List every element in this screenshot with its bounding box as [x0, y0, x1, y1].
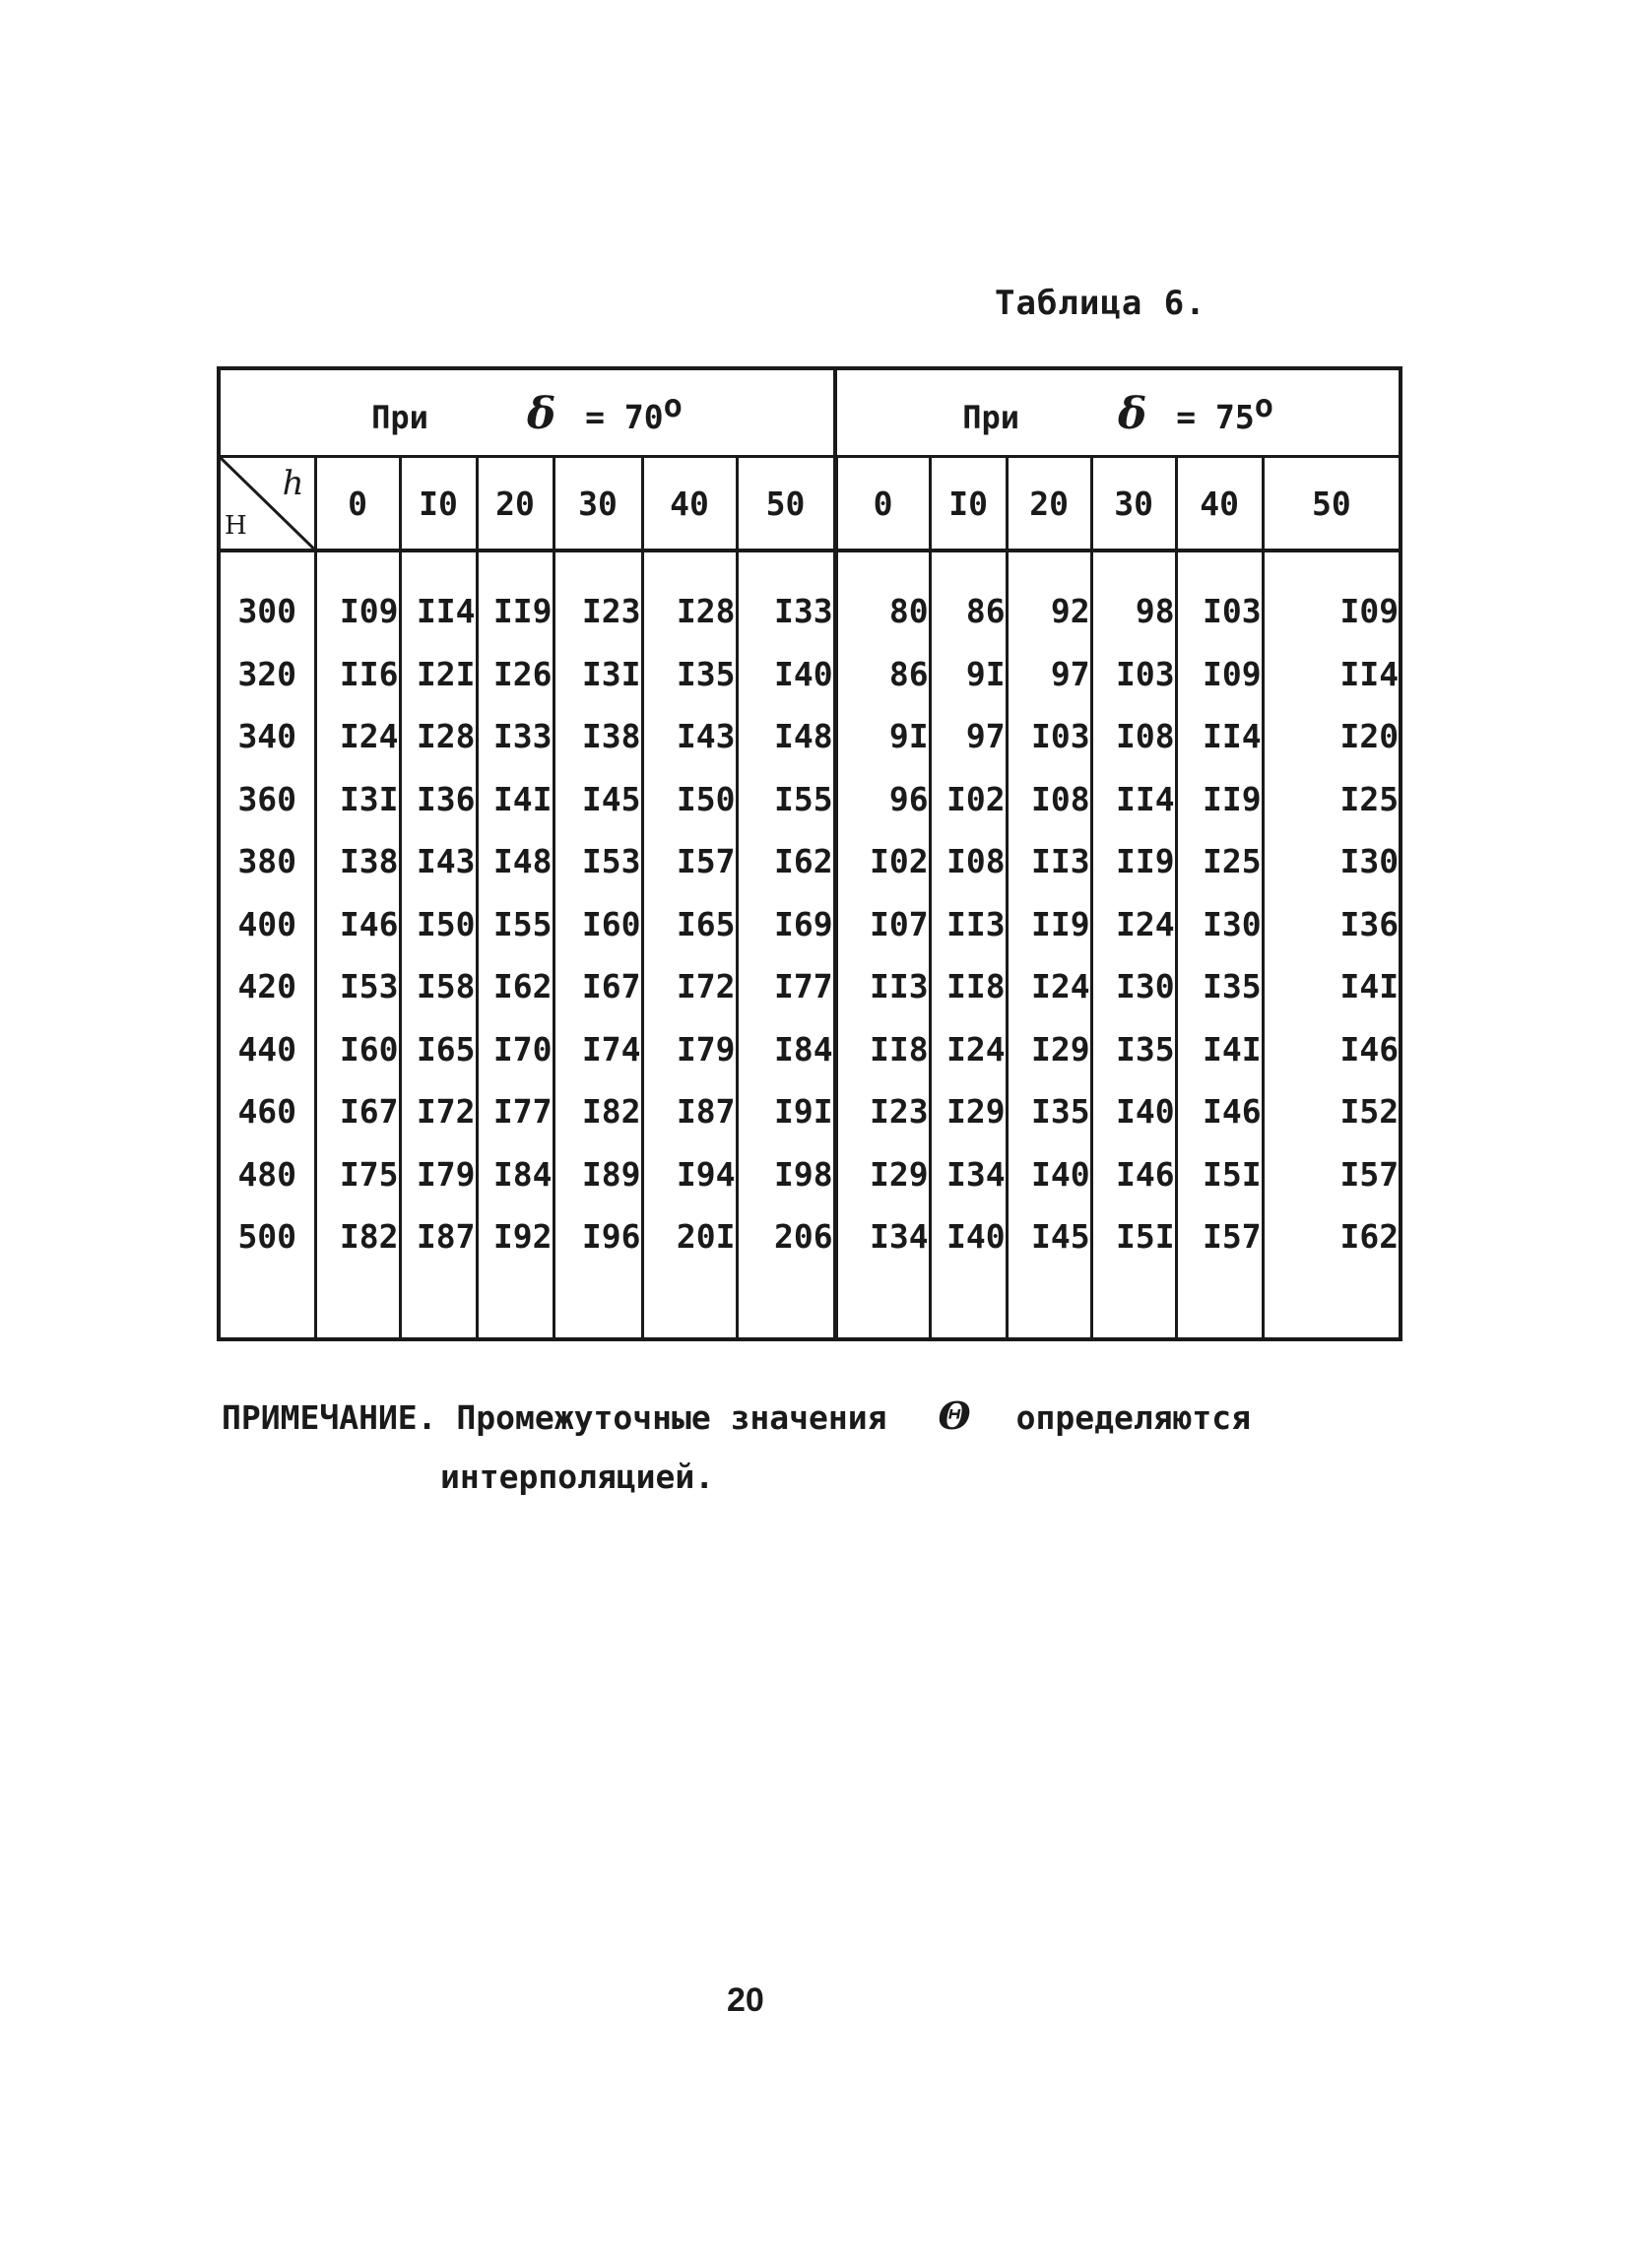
degree-mark: о: [1254, 386, 1273, 424]
table-row: [219, 705, 1401, 768]
table-cell: I24: [1007, 955, 1091, 1018]
table-row: [219, 1080, 1401, 1143]
empty-cell: [400, 1268, 477, 1339]
table-cell: I67: [554, 955, 642, 1018]
page-number: 20: [727, 1981, 764, 2019]
table-cell: II4: [400, 551, 477, 643]
empty-cell: [930, 1268, 1007, 1339]
column-header-row: [219, 457, 1401, 551]
table-cell: I72: [400, 1080, 477, 1143]
table-cell: I35: [1007, 1080, 1091, 1143]
row-header-H: 480: [219, 1143, 315, 1206]
table-cell: I25: [1263, 768, 1401, 831]
table-cell: 97: [1007, 643, 1091, 706]
table-cell: I57: [642, 830, 737, 893]
table-cell: I65: [642, 893, 737, 956]
table-cell: I96: [554, 1205, 642, 1268]
group-prefix: При: [962, 398, 1019, 436]
row-header-H: 420: [219, 955, 315, 1018]
note-label: ПРИМЕЧАНИЕ.: [222, 1398, 437, 1437]
table-cell: I82: [315, 1205, 400, 1268]
table-cell: I57: [1176, 1205, 1263, 1268]
table-cell: I09: [1176, 643, 1263, 706]
table-cell: I34: [835, 1205, 930, 1268]
table-row: [219, 955, 1401, 1018]
data-table: [217, 366, 1402, 1341]
table-cell: I69: [737, 893, 835, 956]
delta-value: 70: [623, 397, 664, 436]
table-row: [219, 768, 1401, 831]
table-cell: 98: [1091, 551, 1176, 643]
table-row: [219, 893, 1401, 956]
table-cell: I29: [1007, 1018, 1091, 1081]
row-header-H: 360: [219, 768, 315, 831]
table-cell: I35: [1091, 1018, 1176, 1081]
empty-cell: [1007, 1268, 1091, 1339]
table-row: [219, 551, 1401, 643]
table-cell: I3I: [554, 643, 642, 706]
table-cell: II4: [1176, 705, 1263, 768]
column-header: 30: [554, 457, 642, 551]
delta-symbol: δ: [1118, 388, 1147, 439]
table-cell: I38: [554, 705, 642, 768]
table-cell: II4: [1091, 768, 1176, 831]
table-cell: I33: [477, 705, 554, 768]
table-cell: I46: [1176, 1080, 1263, 1143]
table-cell: I84: [477, 1143, 554, 1206]
table-cell: 80: [835, 551, 930, 643]
footnote: [222, 1387, 1251, 1507]
row-header-H: 340: [219, 705, 315, 768]
table-row: [219, 1018, 1401, 1081]
group-header-delta-70: [219, 368, 835, 457]
table-cell: I52: [1263, 1080, 1401, 1143]
table-cell: I30: [1176, 893, 1263, 956]
table-cell: I33: [737, 551, 835, 643]
table-cell: I87: [400, 1205, 477, 1268]
table-cell: I35: [642, 643, 737, 706]
table-cell: II4: [1263, 643, 1401, 706]
table-caption: Таблица 6.: [995, 284, 1206, 323]
table-cell: I46: [315, 893, 400, 956]
table-cell: I29: [835, 1143, 930, 1206]
group-header-row: [219, 368, 1401, 457]
row-header-H: 500: [219, 1205, 315, 1268]
table-cell: 206: [737, 1205, 835, 1268]
corner-label-h: h: [282, 464, 304, 503]
table-cell: I62: [1263, 1205, 1401, 1268]
table-cell: I5I: [1176, 1143, 1263, 1206]
table-cell: I35: [1176, 955, 1263, 1018]
table-cell: I50: [642, 768, 737, 831]
table-cell: I45: [554, 768, 642, 831]
table-cell: II9: [1176, 768, 1263, 831]
corner-cell: [219, 457, 315, 551]
corner-label-H: H: [225, 511, 247, 541]
table-cell: I60: [554, 893, 642, 956]
column-header: I0: [930, 457, 1007, 551]
column-header: 30: [1091, 457, 1176, 551]
table-cell: 92: [1007, 551, 1091, 643]
row-header-H: 380: [219, 830, 315, 893]
table-cell: I07: [835, 893, 930, 956]
table-cell: I46: [1091, 1143, 1176, 1206]
table-cell: I45: [1007, 1205, 1091, 1268]
table-cell: I82: [554, 1080, 642, 1143]
empty-cell: [315, 1268, 400, 1339]
note-line-2: интерполяцией.: [440, 1458, 715, 1496]
table-cell: I08: [930, 830, 1007, 893]
column-header: I0: [400, 457, 477, 551]
empty-cell: [477, 1268, 554, 1339]
table-cell: I09: [315, 551, 400, 643]
table-cell: I03: [1091, 643, 1176, 706]
table-cell: 97: [930, 705, 1007, 768]
table-cell: I28: [642, 551, 737, 643]
table-cell: I70: [477, 1018, 554, 1081]
table-cell: I34: [930, 1143, 1007, 1206]
table-cell: I9I: [737, 1080, 835, 1143]
table-cell: I23: [835, 1080, 930, 1143]
table-row: [219, 830, 1401, 893]
empty-cell: [737, 1268, 835, 1339]
column-header: 50: [1263, 457, 1401, 551]
delta-symbol: δ: [526, 388, 556, 439]
equals-sign: =: [585, 397, 606, 436]
table-cell: I03: [1176, 551, 1263, 643]
table-cell: 86: [930, 551, 1007, 643]
table-cell: I43: [642, 705, 737, 768]
table-cell: I5I: [1091, 1205, 1176, 1268]
table-cell: I74: [554, 1018, 642, 1081]
table-cell: 9I: [930, 643, 1007, 706]
table-cell: I24: [1091, 893, 1176, 956]
column-header: 0: [315, 457, 400, 551]
table-cell: I40: [1091, 1080, 1176, 1143]
table-cell: II8: [835, 1018, 930, 1081]
table-cell: I30: [1091, 955, 1176, 1018]
table-cell: I60: [315, 1018, 400, 1081]
empty-cell: [642, 1268, 737, 1339]
table-cell: I67: [315, 1080, 400, 1143]
equals-sign: =: [1176, 397, 1197, 436]
table-cell: I62: [477, 955, 554, 1018]
table-cell: I03: [1007, 705, 1091, 768]
table-cell: II9: [1007, 893, 1091, 956]
table-cell: I92: [477, 1205, 554, 1268]
row-header-H: 460: [219, 1080, 315, 1143]
empty-cell: [1176, 1268, 1263, 1339]
row-header-H: 320: [219, 643, 315, 706]
table-cell: I53: [554, 830, 642, 893]
table-row: [219, 643, 1401, 706]
table-cell: I79: [400, 1143, 477, 1206]
table-cell: I77: [737, 955, 835, 1018]
table-cell: I25: [1176, 830, 1263, 893]
table-cell: I36: [400, 768, 477, 831]
table-cell: I4I: [1176, 1018, 1263, 1081]
table-cell: 20I: [642, 1205, 737, 1268]
table-cell: I28: [400, 705, 477, 768]
table-cell: I94: [642, 1143, 737, 1206]
table-cell: I40: [737, 643, 835, 706]
table-cell: II6: [315, 643, 400, 706]
table-cell: I72: [642, 955, 737, 1018]
table-cell: I50: [400, 893, 477, 956]
table-cell: II3: [835, 955, 930, 1018]
table-cell: I24: [315, 705, 400, 768]
row-header-H: 300: [219, 551, 315, 643]
table-cell: I40: [930, 1205, 1007, 1268]
column-header: 40: [1176, 457, 1263, 551]
table-cell: 96: [835, 768, 930, 831]
table-cell: I84: [737, 1018, 835, 1081]
column-header: 50: [737, 457, 835, 551]
table-cell: I75: [315, 1143, 400, 1206]
table-cell: I55: [477, 893, 554, 956]
table-cell: I40: [1007, 1143, 1091, 1206]
column-header: 20: [1007, 457, 1091, 551]
empty-cell: [554, 1268, 642, 1339]
table-row: [219, 1205, 1401, 1268]
row-header-H: 440: [219, 1018, 315, 1081]
table-cell: II3: [1007, 830, 1091, 893]
table-cell: I48: [737, 705, 835, 768]
table-cell: I77: [477, 1080, 554, 1143]
table-cell: I23: [554, 551, 642, 643]
table-cell: I02: [835, 830, 930, 893]
table-cell: I46: [1263, 1018, 1401, 1081]
empty-cell: [1091, 1268, 1176, 1339]
table-cell: I43: [400, 830, 477, 893]
table-cell: I24: [930, 1018, 1007, 1081]
table-cell: I2I: [400, 643, 477, 706]
table-body: [219, 551, 1401, 1339]
group-prefix: При: [371, 398, 428, 436]
table-cell: 86: [835, 643, 930, 706]
theta-symbol: Θ: [938, 1393, 971, 1438]
table-cell: I4I: [477, 768, 554, 831]
table-cell: I65: [400, 1018, 477, 1081]
table-cell: I38: [315, 830, 400, 893]
delta-value: 75: [1214, 397, 1255, 436]
table-cell: I55: [737, 768, 835, 831]
table-cell: I09: [1263, 551, 1401, 643]
table-cell: I3I: [315, 768, 400, 831]
degree-mark: о: [663, 386, 683, 424]
table-cell: I08: [1007, 768, 1091, 831]
column-header: 0: [835, 457, 930, 551]
group-header-delta-75: [835, 368, 1401, 457]
table-cell: I20: [1263, 705, 1401, 768]
table-cell: I29: [930, 1080, 1007, 1143]
table-row: [219, 1143, 1401, 1206]
table-cell: I26: [477, 643, 554, 706]
note-text-before: Промежуточные значения: [456, 1398, 887, 1437]
note-text-after: определяются: [1015, 1398, 1252, 1437]
table-cell: II3: [930, 893, 1007, 956]
row-header-H: 400: [219, 893, 315, 956]
table-cell: I62: [737, 830, 835, 893]
table-cell: I87: [642, 1080, 737, 1143]
table-cell: I89: [554, 1143, 642, 1206]
table-cell: I30: [1263, 830, 1401, 893]
table-cell: I02: [930, 768, 1007, 831]
table-cell: I48: [477, 830, 554, 893]
column-header: 40: [642, 457, 737, 551]
table-cell: I57: [1263, 1143, 1401, 1206]
table-cell: II9: [1091, 830, 1176, 893]
table-cell: 9I: [835, 705, 930, 768]
table-cell: I08: [1091, 705, 1176, 768]
table-cell: I4I: [1263, 955, 1401, 1018]
column-header: 20: [477, 457, 554, 551]
table-cell: II8: [930, 955, 1007, 1018]
table-cell: I53: [315, 955, 400, 1018]
table-cell: I79: [642, 1018, 737, 1081]
table-cell: I36: [1263, 893, 1401, 956]
empty-cell: [835, 1268, 930, 1339]
empty-row: [219, 1268, 1401, 1339]
table-cell: I58: [400, 955, 477, 1018]
table-cell: I98: [737, 1143, 835, 1206]
table-cell: II9: [477, 551, 554, 643]
empty-cell: [1263, 1268, 1401, 1339]
empty-cell: [219, 1268, 315, 1339]
